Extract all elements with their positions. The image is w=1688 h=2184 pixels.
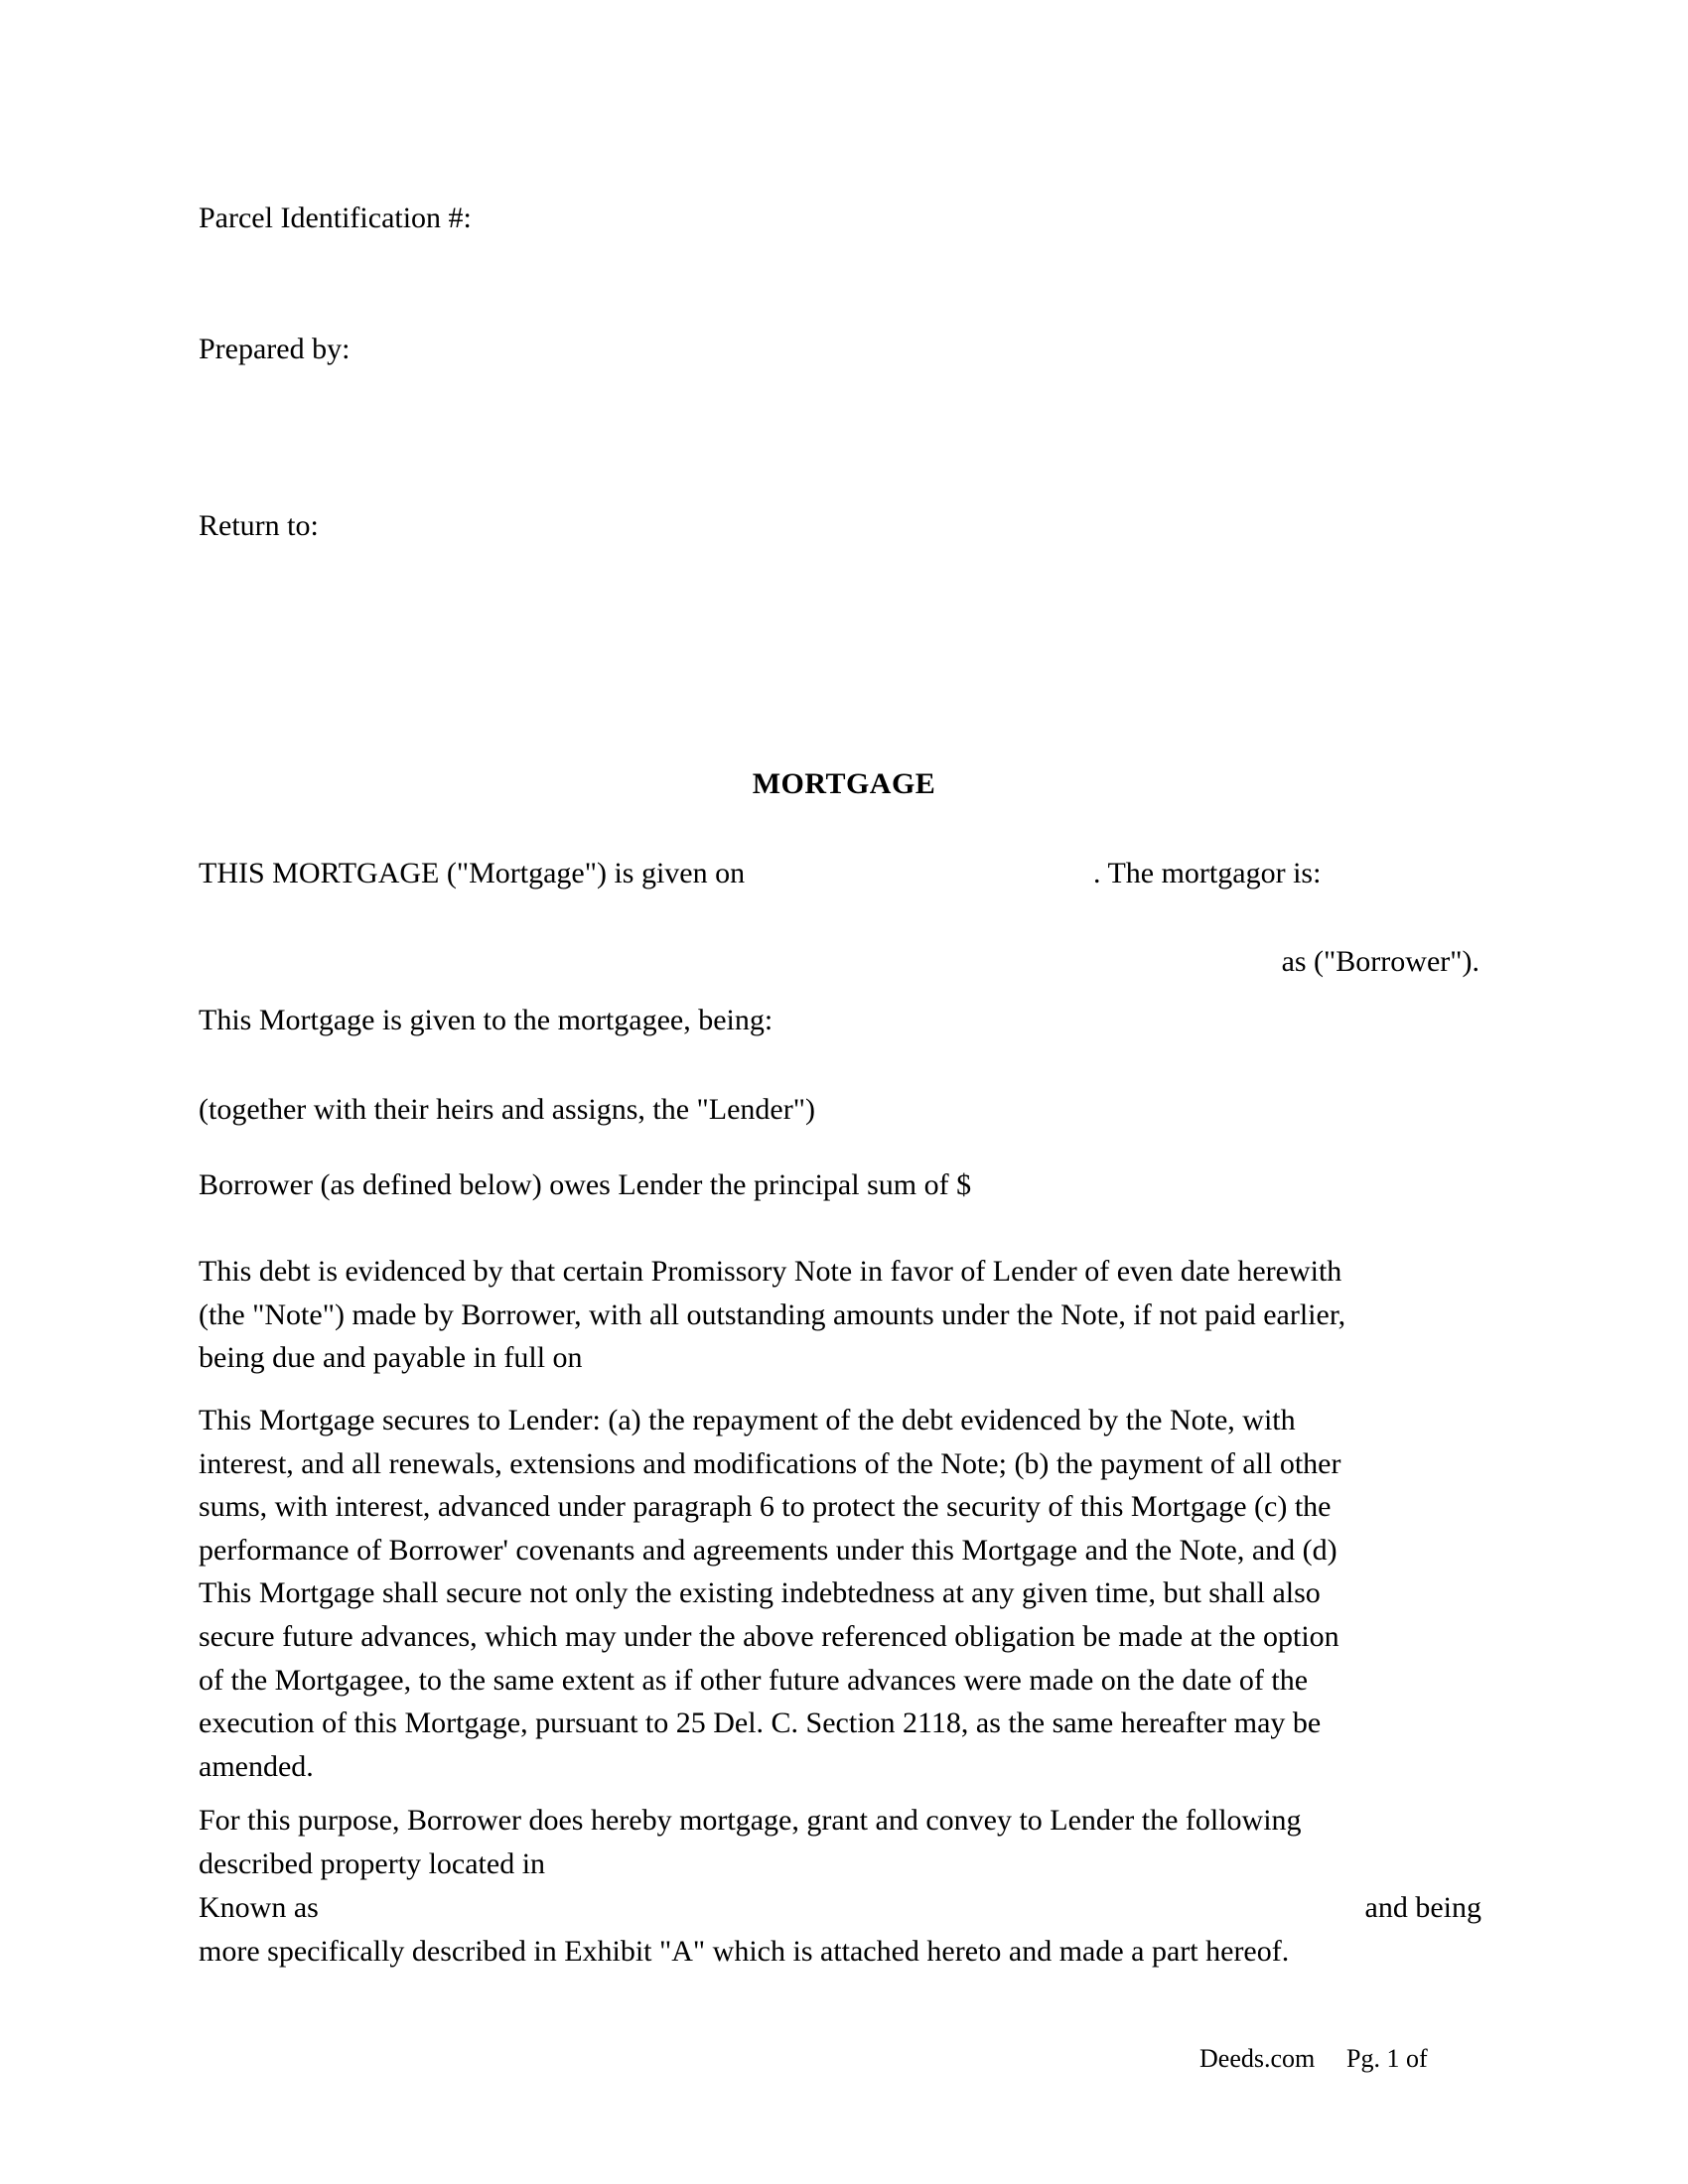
mortgagee-line: This Mortgage is given to the mortgagee, being: (199, 1004, 774, 1036)
secures-line: execution of this Mortgage, pursuant to 25 Del. C. Section 2118, as the same hereafter may be (199, 1706, 1322, 1740)
known-as-label: Known as (199, 1891, 319, 1924)
document-title: MORTGAGE (752, 767, 936, 800)
borrower-designation: as ("Borrower"). (1281, 945, 1479, 978)
footer-page-number: Pg. 1 of (1346, 2044, 1428, 2073)
secures-line: performance of Borrower' covenants and agreements under this Mortgage and the Note, and (d) (199, 1533, 1337, 1567)
secures-paragraph (199, 1399, 1489, 1788)
lender-line: (together with their heirs and assigns, the "Lender") (199, 1093, 815, 1126)
mortgagor-label: . The mortgagor is: (1093, 857, 1322, 889)
secures-line: This Mortgage secures to Lender: (a) the repayment of the debt evidenced by the Note, with (199, 1404, 1296, 1436)
parcel-identification-label: Parcel Identification #: (199, 202, 472, 234)
purpose-line: For this purpose, Borrower does hereby mortgage, grant and convey to Lender the following (199, 1804, 1302, 1837)
secures-line: of the Mortgagee, to the same extent as if other future advances were made on the date of the (199, 1663, 1309, 1697)
purpose-line: described property located in (199, 1847, 546, 1880)
debt-line: This debt is evidenced by that certain Promissory Note in favor of Lender of even date herewith (199, 1255, 1342, 1288)
secures-line: sums, with interest, advanced under paragraph 6 to protect the security of this Mortgage (c) the (199, 1490, 1332, 1524)
prepared-by-label: Prepared by: (199, 333, 351, 365)
debt-paragraph (199, 1250, 1489, 1380)
and-being-label: and being (1364, 1891, 1481, 1924)
secures-line: secure future advances, which may under the above referenced obligation be made at the option (199, 1619, 1339, 1653)
secures-line: amended. (199, 1749, 314, 1783)
secures-line: interest, and all renewals, extensions and modifications of the Note; (b) the payment of all other (199, 1446, 1341, 1480)
mortgage-given-on: THIS MORTGAGE ("Mortgage") is given on (199, 857, 746, 889)
return-to-label: Return to: (199, 509, 319, 542)
debt-line: being due and payable in full on (199, 1341, 583, 1375)
debt-line: (the "Note") made by Borrower, with all outstanding amounts under the Note, if not paid earlier, (199, 1297, 1346, 1331)
secures-line: This Mortgage shall secure not only the existing indebtedness at any given time, but shall also (199, 1576, 1321, 1610)
principal-sum-line: Borrower (as defined below) owes Lender the principal sum of $ (199, 1168, 972, 1201)
footer-site: Deeds.com (1199, 2044, 1316, 2073)
purpose-line: more specifically described in Exhibit "A" which is attached hereto and made a part hereof. (199, 1935, 1290, 1968)
